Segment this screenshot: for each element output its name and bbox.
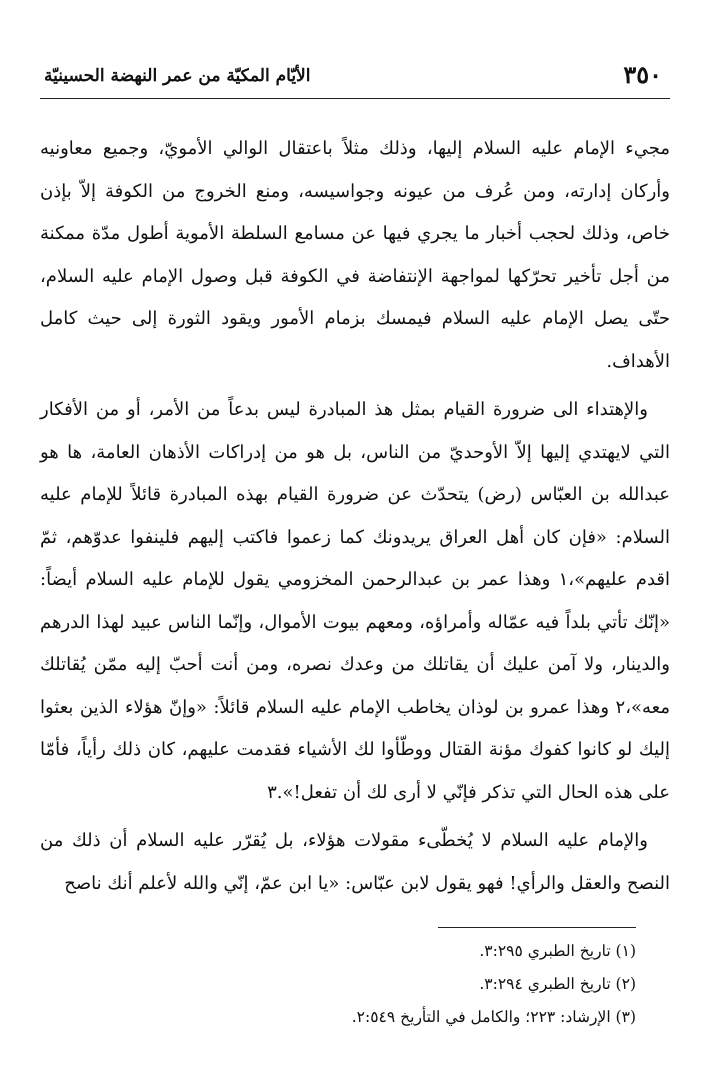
paragraph: والإهتداء الى ضرورة القيام بمثل هذ المبادرة ليس بدعاً من الأمر، أو من الأفكار التي لايهتدي إليها إلاّ الأوحديّ من الناس، بل هو من إدراكات الأذهان العامة، ها هو عبدالله بن العبّاس (رض) يتحدّث عن ضرورة القيام بهذه المبادرة قائلاً للإمام عليه السلام: «فإن كان أهل العراق يريدونك كما زعموا فاكتب إليهم فلينفوا عدوّهم، ثمّ اقدم عليهم»،١ وهذا عمر بن عبدالرحمن المخزومي يقول للإمام عليه السلام أيضاً: «إنّك تأتي بلداً فيه عمّاله وأمراؤه، ومعهم بيوت الأموال، وإنّما الناس عبيد لهذا الدرهم والدينار، ولا آمن عليك أن يقاتلك من وعدك نصره، ومن أنت أحبّ إليه ممّن يُقاتلك معه»،٢ وهذا عمرو بن لوذان يخاطب الإمام عليه السلام قائلاً: «وإنّ هؤلاء الذين بعثوا إليك لو كانوا كفوك مؤنة القتال ووطّأوا لك الأشياء فقدمت عليهم، كان ذلك رأياً، فأمّا على هذه الحال التي تذكر فإنّي لا أرى لك أن تفعل!».٣ xyxy=(40,399,671,803)
footnote: (٣) الإرشاد: ٢٢٣؛ والكامل في التأريخ ٢:٥٤٩. xyxy=(351,1008,636,1026)
footnotes xyxy=(300,935,636,1034)
page-header xyxy=(40,58,670,99)
main-text xyxy=(40,128,670,905)
running-title: الأيّام المكيّة من عمر النهضة الحسينيّة xyxy=(44,66,311,86)
footnote-separator xyxy=(438,927,636,928)
footnote: (١) تاريخ الطبري ٣:٢٩٥. xyxy=(479,942,636,960)
paragraph: مجيء الإمام عليه السلام إليها، وذلك مثلاً باعتقال الوالي الأمويّ، وجميع معاونيه وأركان إدارته، ومن عُرف من عيونه وجواسيسه، ومنع الخروج من الكوفة إلاّ بإذن خاص، وذلك لحجب أخبار ما يجري فيها عن مسامع السلطة الأموية أطول مدّة ممكنة من أجل تأخير تحرّكها لمواجهة الإنتفاضة في الكوفة قبل وصول الإمام عليه السلام، حتّى يصل الإمام عليه السلام فيمسك بزمام الأمور ويقود الثورة إلى حيث كامل الأهداف. xyxy=(40,138,670,372)
footnote: (٢) تاريخ الطبري ٣:٢٩٤. xyxy=(479,975,636,993)
paragraph: والإمام عليه السلام لا يُخطّىء مقولات هؤلاء، بل يُقرّر عليه السلام أن ذلك من النصح والعقل والرأي! فهو يقول لابن عبّاس: «يا ابن عمّ، إنّي والله لأعلم أنك ناصح xyxy=(40,830,670,894)
page-number: ٣٥٠ xyxy=(623,60,662,89)
